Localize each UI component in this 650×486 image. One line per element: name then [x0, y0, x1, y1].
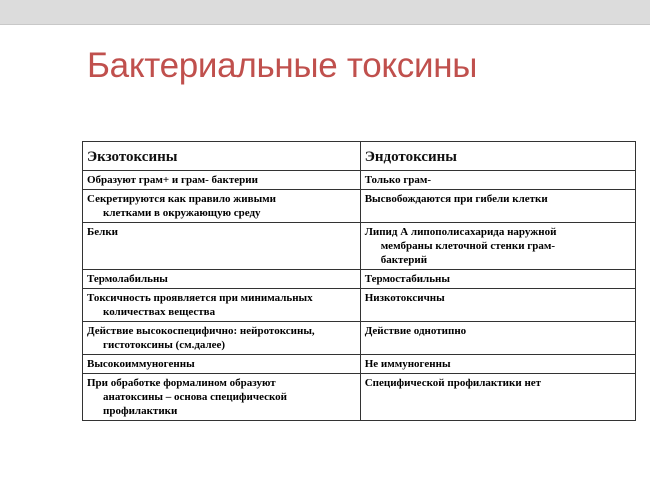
cell-line: профилактики [103, 405, 178, 417]
cell-line: бактерий [380, 254, 428, 266]
cell-line: Действие высокоспецифично: нейротоксины, [87, 325, 315, 337]
exo-cell [83, 355, 361, 374]
endo-cell [360, 374, 635, 421]
exo-cell [83, 374, 361, 421]
cell-line: Только грам- [364, 174, 432, 186]
cell-line: анатоксины – основа специфической [103, 391, 288, 403]
cell-line: мембраны клеточной стенки грам- [380, 240, 556, 252]
cell-line: Термостабильны [364, 273, 450, 285]
table-header-row [83, 142, 636, 171]
header-endotoxins: Эндотоксины [360, 142, 635, 171]
table-row [83, 322, 636, 355]
cell-line: При обработке формалином образуют [87, 377, 276, 389]
exo-cell [83, 171, 361, 190]
exo-cell [83, 223, 361, 270]
table-row [83, 171, 636, 190]
table-row [83, 190, 636, 223]
cell-line: Высокоиммуногенны [87, 358, 195, 370]
cell-line: количествах вещества [103, 306, 216, 318]
endo-cell [360, 190, 635, 223]
cell-line: Секретируются как правило живыми [87, 193, 276, 205]
endo-cell [360, 289, 635, 322]
cell-line: гистотоксины (см.далее) [103, 339, 226, 351]
slide-title: Бактериальные токсины [87, 46, 478, 85]
table-row [83, 374, 636, 421]
table-row [83, 223, 636, 270]
table-row [83, 289, 636, 322]
table-row [83, 355, 636, 374]
slide-top-bar [0, 0, 650, 25]
endo-cell [360, 171, 635, 190]
endo-cell [360, 322, 635, 355]
cell-line: Образуют грам+ и грам- бактерии [87, 174, 258, 186]
cell-line: Действие однотипно [364, 325, 467, 337]
cell-line: Липид А липополисахарида наружной [364, 226, 557, 238]
cell-line: Специфической профилактики нет [364, 377, 542, 389]
cell-line: клетками в окружающую среду [103, 207, 261, 219]
cell-line: Низкотоксичны [364, 292, 445, 304]
cell-line: Токсичность проявляется при минимальных [87, 292, 313, 304]
exo-cell [83, 289, 361, 322]
endo-cell [360, 355, 635, 374]
table-row [83, 270, 636, 289]
endo-cell [360, 223, 635, 270]
endo-cell [360, 270, 635, 289]
exo-cell [83, 190, 361, 223]
toxins-table [82, 141, 636, 421]
header-exotoxins: Экзотоксины [83, 142, 361, 171]
cell-line: Не иммуногенны [364, 358, 451, 370]
cell-line: Белки [87, 226, 119, 238]
cell-line: Термолабильны [87, 273, 168, 285]
exo-cell [83, 322, 361, 355]
exo-cell [83, 270, 361, 289]
cell-line: Высвобождаются при гибели клетки [364, 193, 548, 205]
